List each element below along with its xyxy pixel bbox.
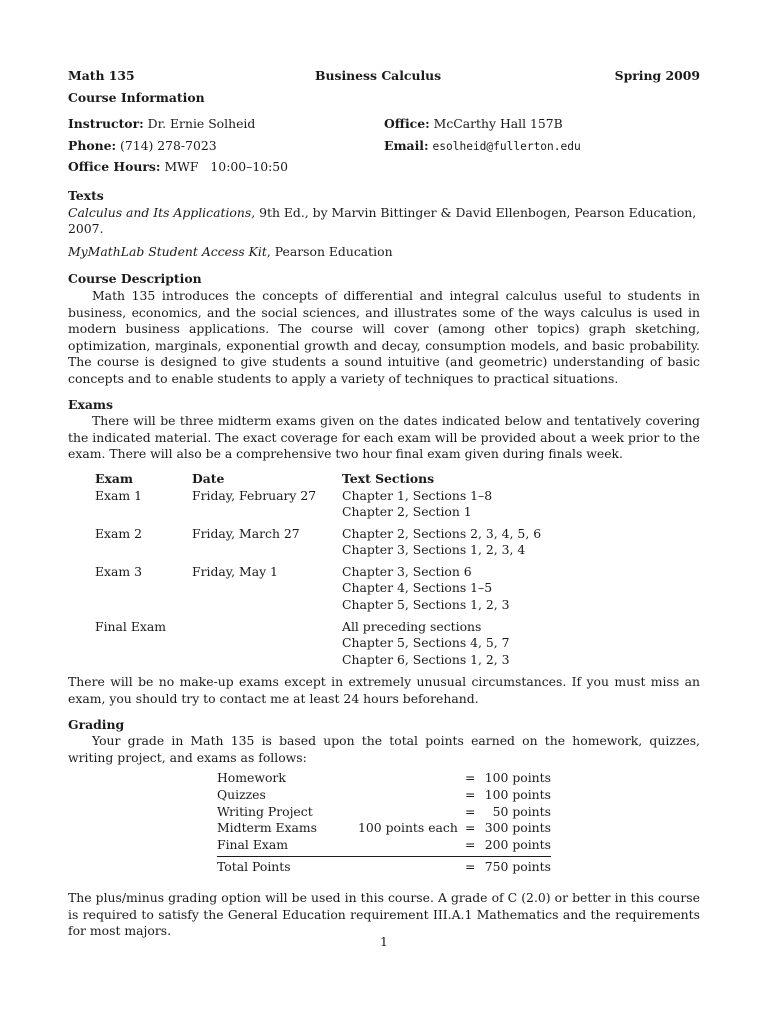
phone-label: Phone: (68, 138, 117, 153)
grade-item: Homework (217, 770, 286, 786)
grade-row (217, 837, 551, 854)
exam-name: Exam 2 (95, 525, 142, 541)
course-title: Business Calculus (315, 68, 442, 83)
syllabus-page (68, 68, 700, 940)
text-book-1 (68, 205, 700, 238)
grade-points: 200 points (484, 836, 551, 852)
description-body: Math 135 introduces the concepts of differential and integral calculus useful to students in business, economics, and the social sciences, and illustrates some of the ways calculus is used in modern business applications. The course will cover (among other topics) graph sketching, optimization, marginals, exponential growth and decay, consumption models, and basic probability. The course is designed to give students a sound intuitive (and geometric) understanding of basic concepts and to enable students to apply a variety of techniques to practical situations. (68, 287, 700, 386)
exam-table (95, 471, 700, 669)
exam-section: Chapter 5, Sections 1, 2, 3 (342, 597, 510, 613)
grade-equals: = (465, 787, 476, 803)
exam-row (95, 564, 700, 614)
grading-table (217, 770, 551, 876)
course-number: Math 135 (68, 68, 135, 83)
grade-equals: = (465, 803, 476, 819)
grade-points: 100 points (484, 787, 551, 803)
grade-points: 50 points (492, 803, 551, 819)
exams-intro: There will be three midterm exams given on the dates indicated below and tentatively covering the indicated material. The exact coverage for each exam will be provided about a week prior to the exam. There will also be a comprehensive two hour final exam given during finals week. (68, 413, 700, 462)
grade-points: 300 points (484, 820, 551, 836)
grade-equals: = (465, 770, 476, 786)
instructor-name: Dr. Ernie Solheid (147, 116, 256, 131)
grade-row (217, 820, 551, 837)
exam-row (95, 619, 700, 669)
total-label: Total Points (217, 859, 291, 875)
exam-name: Final Exam (95, 618, 166, 634)
text-book-2-details: , Pearson Education (266, 243, 393, 259)
total-divider (217, 856, 551, 857)
exam-name: Exam 1 (95, 487, 142, 503)
exam-section: Chapter 2, Section 1 (342, 504, 472, 520)
exam-name: Exam 3 (95, 563, 142, 579)
exam-section: Chapter 5, Sections 4, 5, 7 (342, 635, 510, 651)
grade-note: 100 points each (358, 820, 458, 836)
office-hours-row (68, 159, 700, 176)
exam-row (95, 526, 700, 559)
exams-heading: Exams (68, 396, 113, 412)
grade-row (217, 770, 551, 787)
phone-row (68, 138, 700, 155)
exam-section: Chapter 1, Sections 1–8 (342, 487, 493, 503)
exam-section: Chapter 3, Section 6 (342, 563, 472, 579)
description-heading: Course Description (68, 271, 202, 287)
office-hours-time: 10:00–10:50 (210, 159, 289, 174)
grading-policy: The plus/minus grading option will be used in this course. A grade of C (2.0) or better in this course is required to satisfy the General Education requirement III.A.1 Mathematics and the requirements for most majors. (68, 890, 700, 939)
total-row (217, 859, 551, 876)
instructor-row (68, 116, 700, 133)
grade-row (217, 787, 551, 804)
text-book-1-title: Calculus and Its Applications (68, 204, 252, 220)
office-hours-days: MWF (164, 159, 199, 174)
grade-item: Quizzes (217, 787, 266, 803)
header-row (68, 68, 700, 85)
page-number: 1 (380, 934, 388, 949)
exam-row (95, 488, 700, 521)
date-col-header: Date (192, 470, 225, 486)
total-equals: = (465, 859, 476, 875)
grade-equals: = (465, 836, 476, 852)
instructor-label: Instructor: (68, 116, 144, 131)
grade-item: Writing Project (217, 803, 313, 819)
text-book-2 (68, 244, 700, 261)
page-subtitle: Course Information (68, 90, 205, 105)
exam-section: Chapter 2, Sections 2, 3, 4, 5, 6 (342, 525, 542, 541)
grading-intro: Your grade in Math 135 is based upon the total points earned on the homework, quizzes, writing project, and exams as follows: (68, 733, 700, 765)
grading-heading: Grading (68, 716, 125, 732)
exam-table-header (95, 471, 700, 488)
exam-date: Friday, May 1 (192, 563, 278, 579)
grade-equals: = (465, 820, 476, 836)
exam-date: Friday, February 27 (192, 487, 317, 503)
sections-col-header: Text Sections (342, 470, 435, 486)
office-hours-label: Office Hours: (68, 159, 161, 174)
text-book-1-details: , 9th Ed., by Marvin Bittinger & David Ellenbogen, Pearson Education, 2007. (68, 204, 697, 237)
texts-heading: Texts (68, 188, 104, 203)
office-label: Office: (384, 116, 430, 131)
phone-number: (714) 278-7023 (120, 138, 217, 153)
exam-section: Chapter 6, Sections 1, 2, 3 (342, 651, 510, 667)
grade-points: 100 points (484, 770, 551, 786)
makeup-policy: There will be no make-up exams except in extremely unusual circumstances. If you must miss an exam, you should try to contact me at least 24 hours beforehand. (68, 674, 700, 707)
exam-section: Chapter 3, Sections 1, 2, 3, 4 (342, 542, 526, 558)
grade-row (217, 804, 551, 821)
email-label: Email: (384, 138, 429, 153)
grade-item: Midterm Exams (217, 820, 318, 836)
exam-section: All preceding sections (342, 618, 482, 634)
grade-item: Final Exam (217, 836, 288, 852)
text-book-2-title: MyMathLab Student Access Kit (68, 243, 267, 259)
exam-col-header: Exam (95, 470, 133, 486)
total-points: 750 points (484, 859, 551, 875)
exam-date: Friday, March 27 (192, 525, 300, 541)
email-address: esolheid@fullerton.edu (432, 140, 581, 153)
exam-section: Chapter 4, Sections 1–5 (342, 580, 493, 596)
office-location: McCarthy Hall 157B (433, 116, 563, 131)
course-term: Spring 2009 (614, 68, 700, 83)
